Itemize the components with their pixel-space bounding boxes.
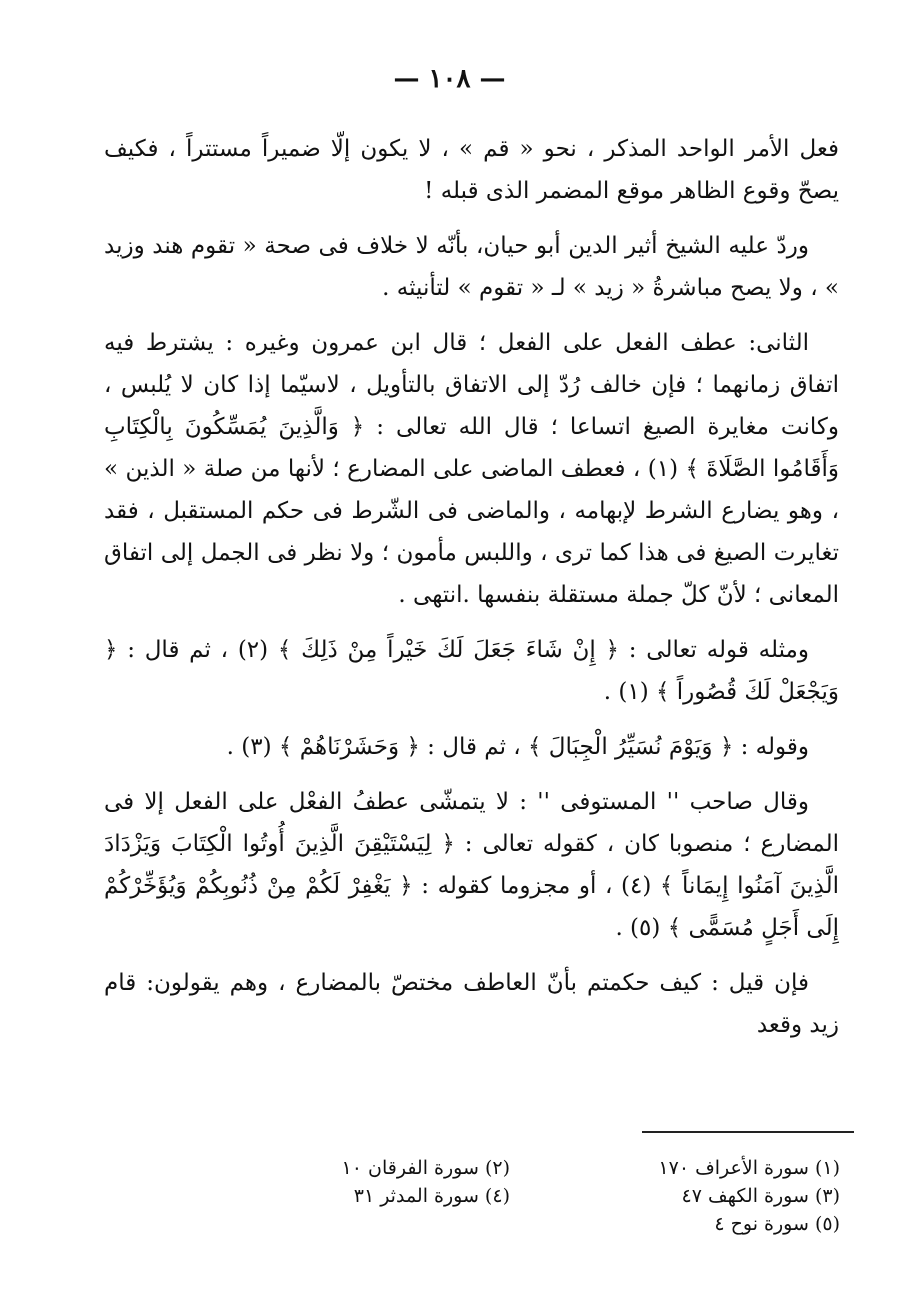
footnote-4: (٤) سورة المدثر ٣١ — [353, 1185, 510, 1207]
footnote-2: (٢) سورة الفرقان ١٠ — [341, 1157, 510, 1179]
paragraph-3: الثانى: عطف الفعل على الفعل ؛ قال ابن عمرون وغيره : يشترط فيه اتفاق زمانهما ؛ فإن خالف رُدّ إلى الاتفاق بالتأويل ، لاسيّما إذا كان لا يُلبس ، وكانت مغايرة الصيغ اتساعا ؛ قال الله تعالى : ﴿ وَالَّذِينَ يُمَسِّكُونَ بِالْكِتَابِ وَأَقَامُوا الصَّلَاةَ ﴾ (١) ، فعطف الماضى على المضارع ؛ لأنها من صلة « الذين » ، وهو يضارع الشرط لإبهامه ، والماضى فى الشّرط فى حكم المستقبل ، فقد تغايرت الصيغ فى هذا كما ترى ، واللبس مأمون ؛ ولا نظر فى الجمل إلى اتفاق المعانى ؛ لأنّ كلّ جملة مستقلة بنفسها .انتهى . — [104, 330, 839, 608]
body-text — [104, 128, 839, 1059]
footnote-5: (٥) سورة نوح ٤ — [714, 1213, 840, 1235]
paragraph-2: وردّ عليه الشيخ أثير الدين أبو حيان، بأنّه لا خلاف فى صحة « تقوم هند وزيد » ، ولا يصح مباشرةُ « زيد » لـ « تقوم » لتأنيثه . — [104, 233, 839, 301]
footnotes — [180, 1154, 840, 1238]
paragraph-4: ومثله قوله تعالى : ﴿ إِنْ شَاءَ جَعَلَ لَكَ خَيْراً مِنْ ذَلِكَ ﴾ (٢) ، ثم قال : ﴿ وَيَجْعَلْ لَكَ قُصُوراً ﴾ (١) . — [104, 637, 839, 705]
paragraph-7: فإن قيل : كيف حكمتم بأنّ العاطف مختصّ بالمضارع ، وهم يقولون: قام زيد وقعد — [104, 970, 839, 1038]
footnote-3: (٣) سورة الكهف ٤٧ — [681, 1185, 840, 1207]
page-number: — ١٠٨ — — [393, 64, 506, 94]
paragraph-5: وقوله : ﴿ وَيَوْمَ نُسَيِّرُ الْجِبَالَ ﴾ ، ثم قال : ﴿ وَحَشَرْنَاهُمْ ﴾ (٣) . — [226, 734, 809, 760]
paragraph-1: فعل الأمر الواحد المذكر ، نحو « قم » ، لا يكون إلّا ضميراً مستتراً ، فكيف يصحّ وقوع الظاهر موقع المضمر الذى قبله ! — [104, 136, 839, 204]
paragraph-6: وقال صاحب '' المستوفى '' : لا يتمشّى عطفُ الفعْل على الفعل إلا فى المضارع ؛ منصوبا كان ، كقوله تعالى : ﴿ لِيَسْتَيْقِنَ الَّذِينَ أُوتُوا الْكِتَابَ وَيَزْدَادَ الَّذِينَ آمَنُوا إِيمَاناً ﴾ (٤) ، أو مجزوما كقوله : ﴿ يَغْفِرْ لَكُمْ مِنْ ذُنُوبِكُمْ وَيُؤَخِّرْكُمْ إِلَى أَجَلٍ مُسَمًّى ﴾ (٥) . — [104, 789, 839, 941]
footnote-divider — [642, 1131, 854, 1133]
footnote-1: (١) سورة الأعراف ١٧٠ — [658, 1157, 840, 1179]
